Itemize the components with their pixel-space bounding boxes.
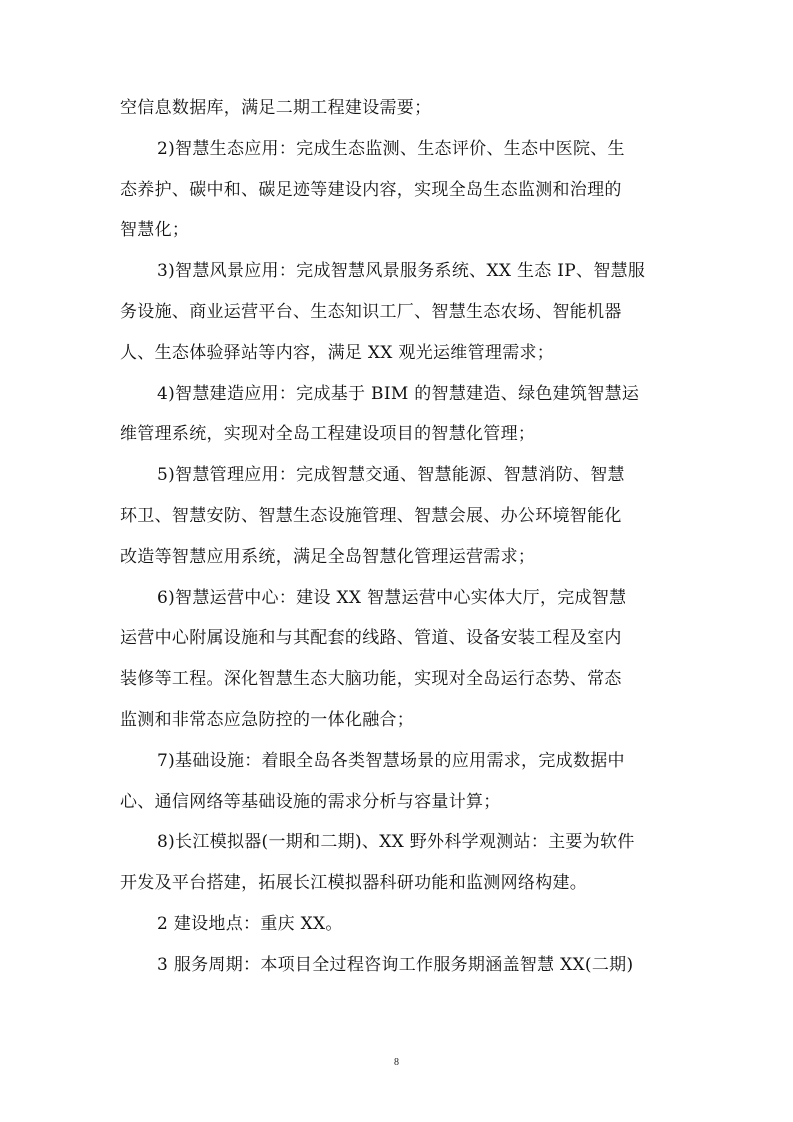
section-2-location: 2 建设地点：重庆 XX。 (157, 913, 343, 934)
item-7-infrastructure-line-2: 心、通信网络等基础设施的需求分析与容量计算； (120, 791, 501, 812)
item-6-operations-line-1: 6)智慧运营中心：建设 XX 智慧运营中心实体大厅，完成智慧 (157, 587, 627, 608)
item-4-construction-line-1: 4)智慧建造应用：完成基于 BIM 的智慧建造、绿色建筑智慧运 (157, 383, 640, 404)
item-2-ecology-line-3: 智慧化； (120, 220, 190, 241)
section-3-service-period: 3 服务周期：本项目全过程咨询工作服务期涵盖智慧 XX(二期) (157, 954, 634, 975)
item-3-scenery-line-1: 3)智慧风景应用：完成智慧风景服务系统、XX 生态 IP、智慧服 (157, 261, 646, 282)
page-number: 8 (394, 1057, 399, 1068)
item-8-simulator-line-2: 开发及平台搭建，拓展长江模拟器科研功能和监测网络构建。 (120, 873, 588, 894)
item-5-management-line-1: 5)智慧管理应用：完成智慧交通、智慧能源、智慧消防、智慧 (157, 465, 625, 486)
item-5-management-line-2: 环卫、智慧安防、智慧生态设施管理、智慧会展、办公环境智能化 (120, 505, 622, 526)
item-3-scenery-line-2: 务设施、商业运营平台、生态知识工厂、智慧生态农场、智能机器 (120, 301, 622, 322)
item-7-infrastructure-line-1: 7)基础设施：着眼全岛各类智慧场景的应用需求，完成数据中 (157, 750, 625, 771)
item-3-scenery-line-3: 人、生态体验驿站等内容，满足 XX 观光运维管理需求； (120, 342, 555, 363)
item-2-ecology-line-2: 态养护、碳中和、碳足迹等建设内容，实现全岛生态监测和治理的 (120, 179, 622, 200)
item-2-ecology-line-1: 2)智慧生态应用：完成生态监测、生态评价、生态中医院、生 (157, 138, 625, 159)
page-body (120, 88, 680, 986)
item-6-operations-line-2: 运营中心附属设施和与其配套的线路、管道、设备安装工程及室内 (120, 628, 622, 649)
text-line-continuation: 空信息数据库，满足二期工程建设需要； (120, 98, 432, 118)
item-5-management-line-3: 改造等智慧应用系统，满足全岛智慧化管理运营需求； (120, 546, 536, 567)
item-8-simulator-line-1: 8)长江模拟器(一期和二期)、XX 野外科学观测站：主要为软件 (157, 832, 635, 853)
item-4-construction-line-2: 维管理系统，实现对全岛工程建设项目的智慧化管理； (120, 424, 536, 445)
item-6-operations-line-3: 装修等工程。深化智慧生态大脑功能，实现对全岛运行态势、常态 (120, 669, 622, 690)
item-6-operations-line-4: 监测和非常态应急防控的一体化融合； (120, 709, 415, 730)
